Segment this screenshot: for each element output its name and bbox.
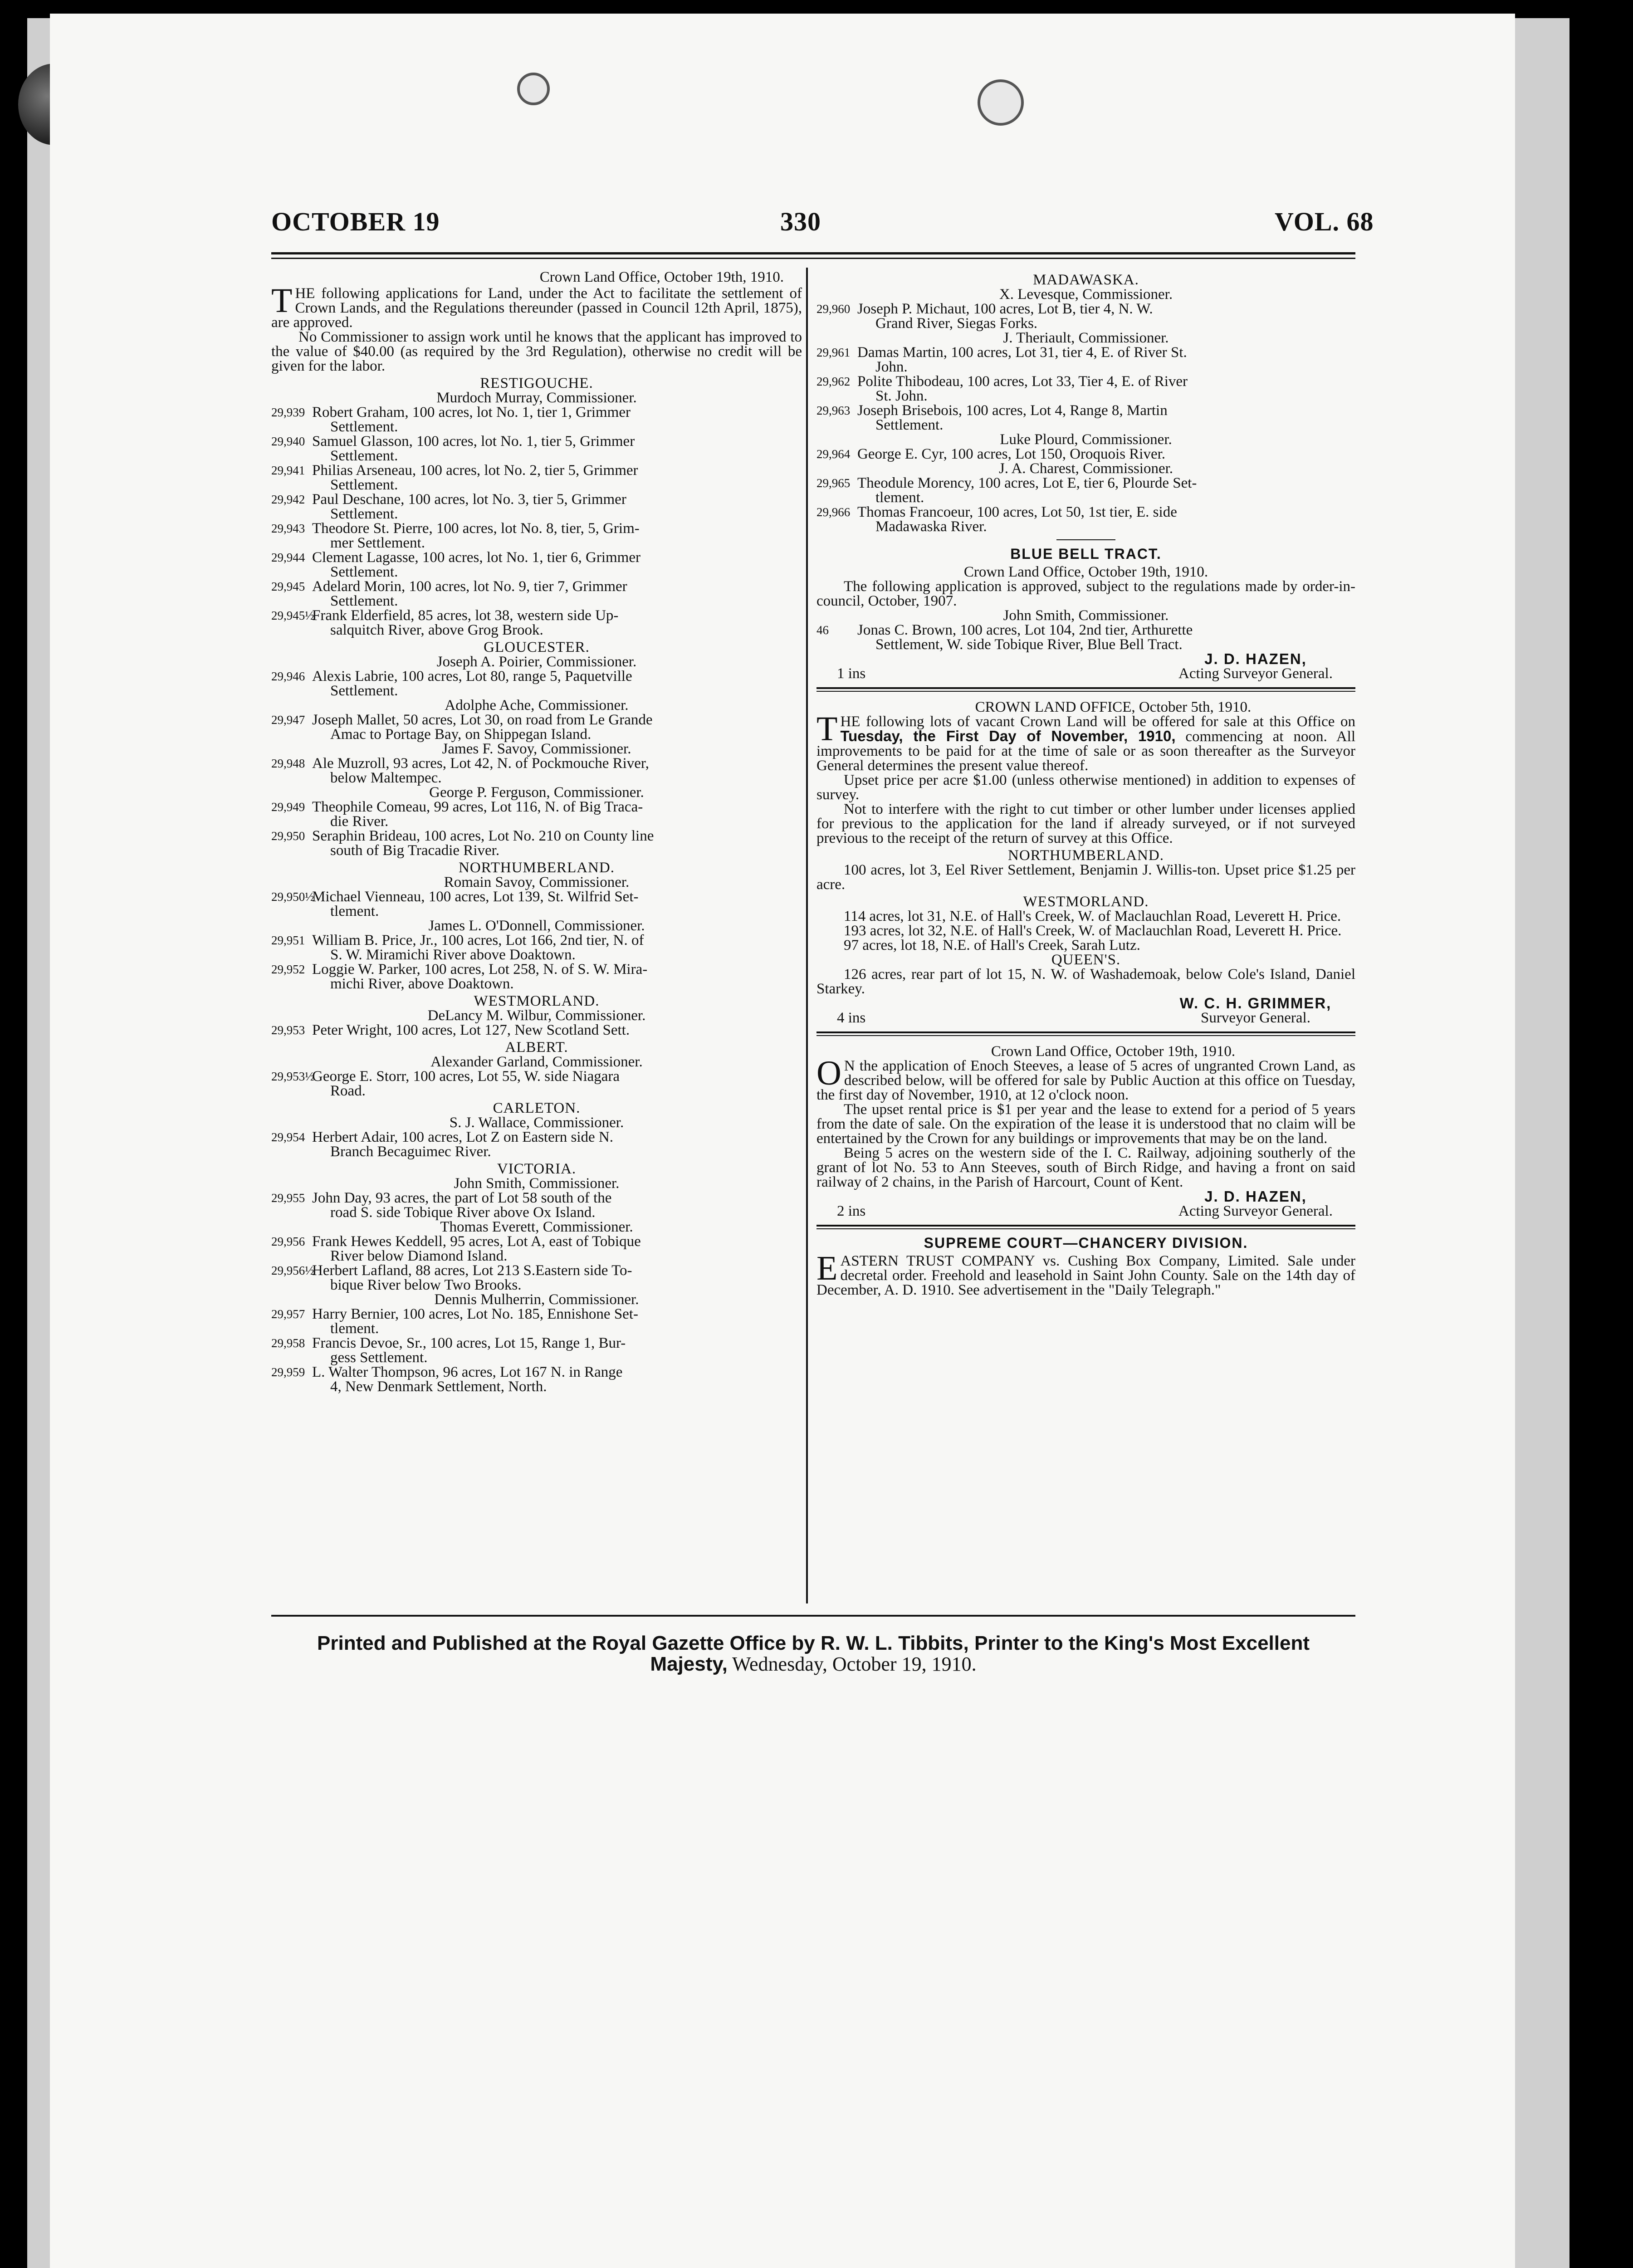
imprint-date: Wednesday, October 19, 1910. (727, 1653, 977, 1675)
county-heading: NORTHUMBERLAND. (459, 860, 615, 876)
entry-text-continued: salquitch River, above Grog Brook. (330, 622, 543, 638)
land-entry (271, 1234, 802, 1263)
entry-body (312, 1069, 802, 1098)
entry-text-continued: bique River below Two Brooks. (330, 1277, 522, 1293)
signature-title: Surveyor General. (1201, 1010, 1310, 1026)
entry-text-continued: Settlement, W. side Tobique River, Blue Bell Tract. (875, 636, 1183, 653)
chancery-text-block (816, 1249, 1355, 1298)
commissioner-name: Murdoch Murray, Commissioner. (436, 390, 637, 406)
entry-text-continued: Settlement. (330, 506, 398, 522)
entry-number: 29,966 (816, 505, 851, 519)
entry-text: Herbert Adair, 100 acres, Lot Z on Eastern side N. (312, 1129, 613, 1145)
entry-body (312, 1191, 802, 1220)
land-entry (271, 933, 802, 962)
lot-description: 114 acres, lot 31, N.E. of Hall's Creek, W. of Maclauchlan Road, Leverett H. Price. (844, 908, 1341, 924)
entry-body (312, 1234, 802, 1263)
land-entry (271, 962, 802, 991)
land-entry (271, 434, 802, 463)
land-entry (271, 521, 802, 550)
section-title: BLUE BELL TRACT. (1010, 546, 1162, 562)
entry-number: 29,950½ (271, 890, 314, 904)
entry-number: 29,956½ (271, 1264, 314, 1277)
insertion-count: 4 ins (837, 1010, 866, 1026)
entry-text-continued: Settlement. (330, 683, 398, 699)
signature-block (816, 652, 1355, 681)
entry-number: 29,940 (271, 435, 305, 448)
signature-block (816, 996, 1355, 1025)
intro-paragraph (271, 282, 802, 331)
land-entry (271, 756, 802, 785)
entry-body (312, 713, 802, 742)
entry-number: 29,963 (816, 404, 851, 417)
entry-text: Joseph Brisebois, 100 acres, Lot 4, Range 8, Martin (857, 402, 1168, 419)
entry-text: Ale Muzroll, 93 acres, Lot 42, N. of Pockmouche River, (312, 755, 649, 772)
entry-text-continued: Branch Becaguimec River. (330, 1144, 491, 1160)
entry-text-continued: Road. (330, 1083, 366, 1099)
land-entry (816, 302, 1355, 331)
drop-cap: T (816, 710, 838, 748)
entry-text-continued: River below Diamond Island. (330, 1248, 508, 1264)
upset-price-text: Upset price per acre $1.00 (unless otherwise mentioned) in addition to expenses of survey. (816, 772, 1355, 803)
entry-body (312, 829, 802, 858)
imprint-line-2 (271, 1654, 1355, 1675)
entry-text: Michael Vienneau, 100 acres, Lot 139, St. Wilfrid Set- (312, 889, 639, 905)
entry-number: 29,949 (271, 800, 305, 814)
sale-text-b: commencing at noon. All improvements to be paid for at the time of sale or as soon thereafter as the Surveyor General determines the present value thereof. (816, 728, 1355, 774)
entry-number: 29,953 (271, 1023, 305, 1037)
header-rule-thin (271, 258, 1355, 259)
imprint-footer (271, 1633, 1355, 1675)
entry-number: 29,957 (271, 1307, 305, 1321)
entry-text: Joseph P. Michaut, 100 acres, Lot B, tier 4, N. W. (857, 301, 1153, 317)
entry-text-continued: Grand River, Siegas Forks. (875, 315, 1038, 332)
land-entry (816, 476, 1355, 505)
entry-number: 29,965 (816, 476, 851, 490)
signature (1156, 996, 1355, 1025)
entry-text-continued: road S. side Tobique River above Ox Island. (330, 1204, 596, 1221)
entry-text: Theophile Comeau, 99 acres, Lot 116, N. of Big Traca- (312, 799, 643, 815)
entry-text: George E. Storr, 100 acres, Lot 55, W. side Niagara (312, 1068, 620, 1085)
commissioner-name: Adolphe Ache, Commissioner. (445, 697, 629, 714)
entry-body (312, 1307, 802, 1336)
entry-text-continued: Madawaska River. (875, 518, 987, 535)
entry-number: 29,954 (271, 1130, 305, 1144)
entry-body (312, 800, 802, 829)
county-heading: ALBERT. (505, 1039, 568, 1056)
entry-body (312, 962, 802, 991)
county-heading: QUEEN'S. (1051, 952, 1121, 968)
entry-text: Robert Graham, 100 acres, lot No. 1, tier 1, Grimmer (312, 404, 631, 420)
commissioner-name: John Smith, Commissioner. (454, 1175, 620, 1192)
entry-text-continued: Settlement. (330, 419, 398, 435)
page-number: 330 (780, 207, 821, 236)
entry-text: Loggie W. Parker, 100 acres, Lot 258, N. of S. W. Mira- (312, 961, 648, 978)
land-entry (271, 1365, 802, 1394)
entry-text-continued: 4, New Denmark Settlement, North. (330, 1378, 547, 1395)
entry-body (312, 756, 802, 785)
dateline: Crown Land Office, October 19th, 1910. (539, 269, 784, 285)
entry-text-continued: south of Big Tracadie River. (330, 842, 500, 859)
entry-number: 29,950 (271, 829, 305, 843)
county-list (271, 376, 802, 1394)
entry-text-continued: mer Settlement. (330, 535, 425, 551)
entry-text-continued: michi River, above Doaktown. (330, 976, 514, 992)
commissioner-name: George P. Ferguson, Commissioner. (429, 784, 644, 801)
entry-body (857, 476, 1355, 505)
county-heading: VICTORIA. (497, 1161, 577, 1177)
entry-text-continued: St. John. (875, 388, 928, 404)
dateline: CROWN LAND OFFICE, October 5th, 1910. (975, 699, 1252, 715)
entry-number: 29,959 (271, 1365, 305, 1379)
land-entry (271, 1023, 802, 1037)
entry-body (312, 579, 802, 608)
commissioner-name: Joseph A. Poirier, Commissioner. (436, 654, 637, 670)
entry-number: 29,953½ (271, 1070, 314, 1083)
entry-text: Francis Devoe, Sr., 100 acres, Lot 15, Range 1, Bur- (312, 1335, 626, 1351)
land-entry (271, 669, 802, 698)
entry-body (312, 890, 802, 919)
entry-number: 29,952 (271, 963, 305, 976)
insertion-count: 1 ins (837, 665, 866, 682)
commissioner-name: S. J. Wallace, Commissioner. (449, 1114, 624, 1131)
column-divider (806, 268, 808, 1603)
entry-number: 29,946 (271, 670, 305, 683)
entry-text-continued: Settlement. (330, 564, 398, 580)
commissioner-name: Thomas Everett, Commissioner. (440, 1219, 633, 1235)
notice-text: The following application is approved, subject to the regulations made by order-in-council, October, 1907. (816, 578, 1355, 609)
entry-body (312, 1023, 802, 1037)
entry-number: 29,955 (271, 1191, 305, 1205)
section-rule (816, 687, 1355, 689)
entry-number: 29,942 (271, 493, 305, 506)
land-entry (271, 608, 802, 637)
county-heading: NORTHUMBERLAND. (1008, 847, 1164, 864)
entry-text: Peter Wright, 100 acres, Lot 127, New Scotland Sett. (312, 1022, 630, 1038)
signature-block (816, 1189, 1355, 1218)
county-heading: WESTMORLAND. (1023, 894, 1149, 910)
land-entry (816, 374, 1355, 403)
land-entry (271, 1263, 802, 1292)
land-entry (271, 1130, 802, 1159)
land-entry (271, 1336, 802, 1365)
entry-text: Frank Elderfield, 85 acres, lot 38, western side Up- (312, 607, 619, 624)
commissioner-name: Dennis Mulherrin, Commissioner. (434, 1291, 639, 1308)
timber-text: Not to interfere with the right to cut timber or other lumber under licenses applied for previous to the application for the land if already surveyed, or if not surveyed previous to the receipt of the return of survey at this Office. (816, 801, 1355, 846)
land-entry (271, 1069, 802, 1098)
entry-text: Joseph Mallet, 50 acres, Lot 30, on road from Le Grande (312, 712, 653, 728)
commissioner-name: James F. Savoy, Commissioner. (442, 741, 631, 757)
entry-number: 29,945 (271, 580, 305, 593)
entry-text-continued: Settlement. (875, 417, 944, 433)
signature-title: Acting Surveyor General. (1178, 1203, 1333, 1219)
land-entry (271, 463, 802, 492)
entry-text: Frank Hewes Keddell, 95 acres, Lot A, east of Tobique (312, 1233, 641, 1250)
entry-number: 29,951 (271, 934, 305, 947)
entry-body (312, 434, 802, 463)
entry-text-continued: Settlement. (330, 448, 398, 464)
section-rule (816, 1031, 1355, 1033)
entry-body (312, 1336, 802, 1365)
entry-text: Herbert Lafland, 88 acres, Lot 213 S.Eastern side To- (312, 1262, 632, 1279)
section-rule (1056, 539, 1115, 540)
signature-name: W. C. H. GRIMMER, (1179, 995, 1332, 1012)
land-entry (271, 800, 802, 829)
section-rule-thin (816, 1035, 1355, 1036)
entry-body (312, 492, 802, 521)
section-title: SUPREME COURT—CHANCERY DIVISION. (924, 1235, 1248, 1251)
lease-text: N the application of Enoch Steeves, a lease of 5 acres of ungranted Crown Land, as described below, will be offered for sale by Public Auction at this office on Tuesday, the first day of November, 1910, at 12 o'clock noon. (816, 1058, 1355, 1103)
commissioner-name: DeLancy M. Wilbur, Commissioner. (427, 1007, 646, 1024)
madawaska-list (816, 287, 1355, 534)
entry-body (312, 463, 802, 492)
signature (1156, 652, 1355, 681)
entry-text: George E. Cyr, 100 acres, Lot 150, Oroquois River. (857, 446, 1166, 462)
commissioner-name: Luke Plourd, Commissioner. (1000, 431, 1172, 448)
county-heading: RESTIGOUCHE. (480, 375, 593, 391)
entry-body (312, 608, 802, 637)
county-heading: GLOUCESTER. (484, 639, 590, 655)
entry-body (857, 302, 1355, 331)
entry-number: 46 (816, 623, 829, 637)
rental-text: The upset rental price is $1 per year and the lease to extend for a period of 5 years from the date of sale. On the expiration of the lease it is understood that no claim will be entertained by the Crown for any buildings or improvements that may be on the land. (816, 1101, 1355, 1147)
entry-body (857, 374, 1355, 403)
land-entry (816, 623, 1355, 652)
land-entry (271, 1307, 802, 1336)
entry-number: 29,944 (271, 551, 305, 564)
sale-text-a: HE following lots of vacant Crown Land will be offered for sale at this Office on (840, 714, 1355, 730)
chancery-text: ASTERN TRUST COMPANY vs. Cushing Box Company, Limited. Sale under decretal order. Freehold and leasehold in Saint John County. Sale on the 14th day of December, A. D. 1910. See advertisement in the "Daily Telegraph." (816, 1253, 1355, 1298)
entry-number: 29,941 (271, 464, 305, 477)
drop-cap: T (271, 282, 293, 320)
right-column (816, 270, 1355, 1297)
footer-rule (271, 1615, 1355, 1617)
section-rule-thin (816, 1228, 1355, 1229)
entry-body (312, 1130, 802, 1159)
entry-text: Polite Thibodeau, 100 acres, Lot 33, Tier 4, E. of River (857, 373, 1188, 390)
entry-number: 29,945½ (271, 609, 314, 622)
entry-text-continued: tlement. (875, 489, 924, 506)
insertion-count: 2 ins (837, 1203, 866, 1219)
entry-body (312, 550, 802, 579)
entry-body (857, 505, 1355, 534)
county-heading: WESTMORLAND. (474, 993, 600, 1009)
land-entry (271, 1191, 802, 1220)
entry-text-continued: below Maltempec. (330, 770, 442, 786)
signature (1156, 1189, 1355, 1218)
entry-text: Harry Bernier, 100 acres, Lot No. 185, Ennishone Set- (312, 1306, 638, 1322)
land-entry (816, 345, 1355, 374)
punch-hole-left (517, 73, 550, 105)
entry-number: 29,960 (816, 302, 851, 316)
entry-text-continued: tlement. (330, 903, 379, 919)
entry-body (312, 1263, 802, 1292)
entry-number: 29,943 (271, 522, 305, 535)
entry-number: 29,956 (271, 1235, 305, 1248)
entry-text: Clement Lagasse, 100 acres, lot No. 1, tier 6, Grimmer (312, 549, 640, 566)
entry-body (857, 403, 1355, 432)
entry-body (312, 405, 802, 434)
commissioner-name: Romain Savoy, Commissioner. (444, 874, 630, 890)
entry-text: Jonas C. Brown, 100 acres, Lot 104, 2nd tier, Arthurette (857, 622, 1193, 638)
entry-text-continued: John. (875, 359, 908, 375)
commissioner-name: James L. O'Donnell, Commissioner. (428, 918, 645, 934)
lot-description: 126 acres, rear part of lot 15, N. W. of Washademoak, below Cole's Island, Daniel Starkey. (816, 966, 1355, 997)
signature-title: Acting Surveyor General. (1178, 665, 1333, 682)
land-entry (816, 447, 1355, 461)
county-heading: CARLETON. (493, 1100, 581, 1116)
entry-text: Alexis Labrie, 100 acres, Lot 80, range 5, Paquetville (312, 668, 632, 684)
entry-text-continued: Settlement. (330, 477, 398, 493)
signature-name: J. D. HAZEN, (1204, 1188, 1307, 1205)
land-entry (271, 405, 802, 434)
entry-text-continued: S. W. Miramichi River above Doaktown. (330, 947, 576, 963)
location-text: Being 5 acres on the western side of the I. C. Railway, adjoining southerly of the grant of lot No. 53 to Ann Steeves, south of Birch Ridge, and having a front on said railway of 2 chains, in the Parish of Harcourt, Count of Kent. (816, 1145, 1355, 1190)
entry-body (857, 447, 1355, 461)
entry-text-continued: tlement. (330, 1320, 379, 1337)
entry-text: Theodore St. Pierre, 100 acres, lot No. 8, tier, 5, Grim- (312, 520, 640, 537)
intro-text: HE following applications for Land, under the Act to facilitate the settlement of Crown Lands, and the Regulations thereunder (passed in Council 12th April, 1875), are approved. (271, 285, 802, 331)
section-rule (816, 1225, 1355, 1227)
sale-date-bold: Tuesday, the First Day of November, 1910, (840, 728, 1176, 744)
entry-text: Theodule Morency, 100 acres, Lot E, tier 6, Plourde Set- (857, 475, 1197, 491)
commissioner-name: John Smith, Commissioner. (1003, 607, 1169, 624)
section-rule-thin (816, 691, 1355, 692)
lot-description: 100 acres, lot 3, Eel River Settlement, Benjamin J. Willis-ton. Upset price $1.25 per acre. (816, 862, 1355, 893)
entry-number: 29,947 (271, 713, 305, 727)
lot-description: 193 acres, lot 32, N.E. of Hall's Creek, W. of Maclauchlan Road, Leverett H. Price. (844, 923, 1342, 939)
dateline: Crown Land Office, October 19th, 1910. (991, 1043, 1236, 1060)
running-head-date: OCTOBER 19 (271, 207, 440, 236)
dateline: Crown Land Office, October 19th, 1910. (963, 564, 1208, 580)
entry-text-continued: Amac to Portage Bay, on Shippegan Island. (330, 726, 592, 743)
commissioner-name: J. A. Charest, Commissioner. (998, 460, 1173, 477)
entry-body (312, 933, 802, 962)
entry-number: 29,961 (816, 346, 851, 359)
punch-hole-right (978, 79, 1024, 126)
entry-text: Adelard Morin, 100 acres, lot No. 9, tier 7, Grimmer (312, 578, 627, 595)
entry-body (312, 669, 802, 698)
entry-body (857, 345, 1355, 374)
commissioner-name: J. Theriault, Commissioner. (1003, 330, 1169, 346)
land-entry (271, 492, 802, 521)
entry-text-continued: die River. (330, 813, 389, 830)
entry-number: 29,962 (816, 375, 851, 388)
land-entry (816, 505, 1355, 534)
entry-number: 29,948 (271, 757, 305, 770)
entry-number: 29,958 (271, 1336, 305, 1350)
entry-body (312, 521, 802, 550)
entry-text: John Day, 93 acres, the part of Lot 58 south of the (312, 1190, 612, 1206)
intro-note: No Commissioner to assign work until he knows that the applicant has improved to the value of $40.00 (as required by the 3rd Regulation), otherwise no credit will be given for the labor. (271, 329, 802, 374)
land-entry (271, 713, 802, 742)
entry-number: 29,964 (816, 447, 851, 461)
drop-cap: E (816, 1249, 838, 1287)
entry-number: 29,939 (271, 406, 305, 419)
entry-text-continued: gess Settlement. (330, 1349, 428, 1366)
entry-text-continued: Settlement. (330, 593, 398, 609)
land-entry (271, 550, 802, 579)
land-entry (271, 890, 802, 919)
lease-notice-text (816, 1054, 1355, 1103)
land-entry (271, 829, 802, 858)
drop-cap: O (816, 1054, 841, 1092)
entry-text: Damas Martin, 100 acres, Lot 31, tier 4, E. of River St. (857, 344, 1187, 361)
header-rule (271, 252, 1355, 254)
signature-name: J. D. HAZEN, (1204, 650, 1307, 667)
imprint-line-1: Printed and Published at the Royal Gazette Office by R. W. L. Tibbits, Printer to the King's Most Excellent (317, 1632, 1310, 1654)
entry-text: Paul Deschane, 100 acres, lot No. 3, tier 5, Grimmer (312, 491, 626, 508)
left-column (271, 270, 802, 1394)
entry-body (312, 1365, 802, 1394)
entry-text: William B. Price, Jr., 100 acres, Lot 166, 2nd tier, N. of (312, 932, 644, 948)
imprint-majesty: Majesty, (650, 1653, 728, 1675)
sale-notice-text (816, 710, 1355, 774)
commissioner-name: Alexander Garland, Commissioner. (430, 1054, 643, 1070)
entry-text: Philias Arseneau, 100 acres, lot No. 2, tier 5, Grimmer (312, 462, 638, 479)
entry-text: L. Walter Thompson, 96 acres, Lot 167 N. in Range (312, 1364, 623, 1380)
land-entry (816, 403, 1355, 432)
lot-description: 97 acres, lot 18, N.E. of Hall's Creek, Sarah Lutz. (844, 937, 1140, 953)
entry-text: Seraphin Brideau, 100 acres, Lot No. 210 on County line (312, 828, 654, 844)
entry-text: Samuel Glasson, 100 acres, lot No. 1, tier 5, Grimmer (312, 433, 635, 450)
volume-label: VOL. 68 (1275, 207, 1374, 236)
county-heading: MADAWASKA. (1033, 272, 1139, 288)
land-entry (271, 579, 802, 608)
commissioner-name: X. Levesque, Commissioner. (999, 286, 1173, 303)
entry-text: Thomas Francoeur, 100 acres, Lot 50, 1st tier, E. side (857, 504, 1177, 520)
